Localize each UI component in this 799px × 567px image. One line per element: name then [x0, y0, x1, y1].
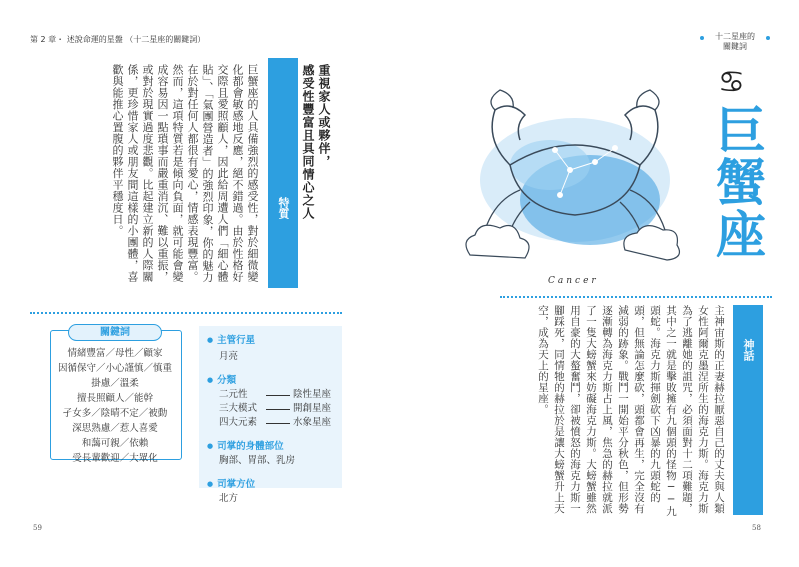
traits-tab-label: 特質 — [277, 197, 290, 219]
info-box — [199, 326, 342, 504]
keywords-title: 關鍵詞 — [68, 324, 162, 341]
section-header: 十二星座的 關鍵詞 — [715, 32, 755, 51]
classification-value: 陰性星座 — [293, 389, 332, 400]
myth-divider — [500, 296, 772, 298]
keyword-line: 受長輩歡迎／大眾化 — [72, 453, 158, 464]
keywords-divider — [30, 312, 342, 314]
classification-key: 三大模式 — [219, 403, 258, 414]
traits-paragraph: 巨蟹座的人具備強烈的感受性，對於細微變化都會敏感地反應，絕不錯過。由於性格好交際且愛照顧人，因此給周遭人們「細心體貼」、「氣團營造者」的強烈印象，你的魅力在於對任何人都很有愛心，情感表現豐富。然而，這項特質若是傾向負面，就可能會變成容易因一點瑣事而嚴重消沉、難以重振，或對於現實過度悲觀。比起建立新的人際關係，更珍惜家人或朋友間這樣的小團體，喜歡與能推心置腹的夥伴平穩度日。 — [111, 64, 259, 283]
keyword-line: 情緒豐富／母性／顧家 — [67, 348, 163, 359]
page-number-right: 58 — [752, 524, 761, 532]
traits-headline — [300, 64, 332, 284]
keyword-line: 掛慮／溫柔 — [91, 378, 139, 389]
classification-value: 水象星座 — [293, 417, 332, 428]
cancer-symbol-icon: ♋ — [718, 65, 745, 100]
keyword-line: 擅長照顧人／能幹 — [76, 393, 153, 404]
direction-heading: ● 司掌方位 — [207, 476, 331, 490]
dash — [266, 395, 290, 396]
classification-key: 四大元素 — [219, 417, 258, 428]
traits-headline-line2: 感受性豐富且具同情心之人 — [301, 64, 315, 220]
keywords-list — [45, 346, 185, 466]
classification-key: 二元性 — [219, 389, 248, 400]
crab-illustration — [455, 70, 695, 270]
traits-headline-line1: 重視家人或夥伴， — [317, 64, 331, 168]
ruler-value: 月亮 — [219, 351, 239, 362]
ruler-heading: ● 主管行星 — [207, 332, 331, 346]
classification-row — [219, 402, 331, 416]
myth-tab-label: 神話 — [742, 339, 755, 361]
classification-row — [219, 388, 331, 402]
body-parts-value: 胸部、胃部、乳房 — [219, 455, 296, 466]
keyword-line: 因循保守／小心謹慎／慎重 — [57, 363, 172, 374]
direction-value: 北方 — [219, 493, 239, 504]
classification-heading: ● 分類 — [207, 372, 331, 386]
traits-tab — [268, 58, 298, 288]
dash — [266, 409, 290, 410]
chapter-header: 第 2 章・ 述說命運的星盤 （十二星座的關鍵詞） — [30, 35, 206, 44]
classification-value: 開創星座 — [293, 403, 332, 414]
myth-paragraph: 主神宙斯的正妻赫拉厭惡自己的丈夫與人類女性阿爾克墨涅所生的海克力斯。海克力斯為了逃離她的詛咒，必須面對十二項難題，其中之一就是擊敗擁有九個頭的怪物──九頭蛇。海克力斯揮劍砍下凶暴的九頭蛇的頭，但無論怎麼砍，頭都會再生，完全沒有減弱的跡象。戰鬥一開始平分秋色，但形勢逐漸轉為海克力斯占上風，焦急的赫拉就派了一隻大螃蟹來妨礙海克力斯。大螃蟹雖然用自豪的大螯奮鬥，卻被憤怒的海克力斯一腳踩死，同情牠的赫拉於是讓大螃蟹升上天空，成為天上的星座。 — [537, 305, 725, 517]
myth-tab — [733, 305, 763, 515]
keyword-line: 深思熟慮／惹人喜愛 — [72, 423, 158, 434]
body-parts-heading: ● 司掌的身體部位 — [207, 438, 331, 452]
dash — [266, 423, 290, 424]
sign-latin-name: Cancer — [548, 276, 599, 286]
keyword-line: 和藹可親／依賴 — [81, 438, 149, 449]
sign-title: 巨蟹座 — [708, 104, 767, 260]
classification-row — [219, 416, 331, 430]
keyword-line: 孑女多／陰晴不定／被動 — [62, 408, 168, 419]
page-number-left: 59 — [33, 524, 42, 532]
